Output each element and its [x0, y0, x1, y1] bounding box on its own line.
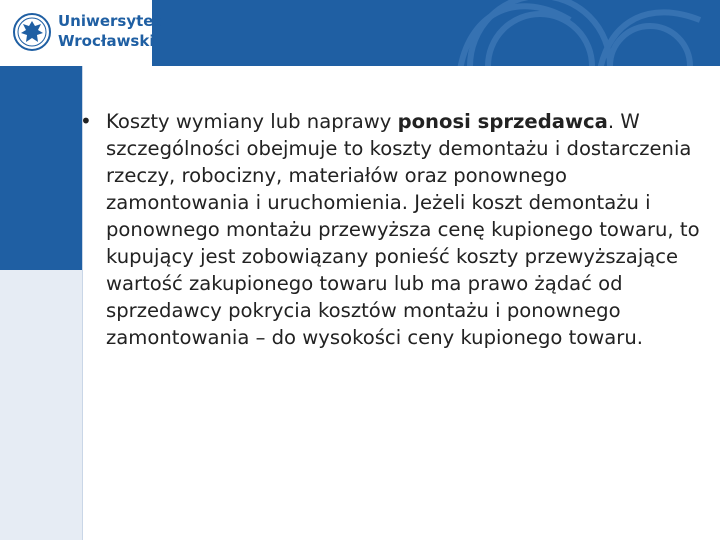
university-name	[58, 11, 161, 51]
bullet-text-emphasis: ponosi sprzedawca	[397, 110, 608, 133]
bullet-marker: •	[80, 109, 92, 133]
university-name-line2: Wrocławski	[58, 32, 155, 50]
eagle-crest-icon	[12, 12, 52, 52]
sidebar-strip-light	[0, 270, 82, 540]
header-decoration	[400, 0, 720, 66]
bullet-text-intro: Koszty wymiany lub naprawy	[106, 110, 398, 133]
university-name-line1: Uniwersytet	[58, 12, 161, 30]
bullet-text	[106, 108, 710, 351]
logo	[0, 0, 161, 66]
bullet-text-rest: . W szczególności obejmuje to koszty demontażu i dostarczenia rzeczy, robocizny, materiałów oraz ponownego zamontowania i uruchomienia. Jeżeli koszt demontażu i ponownego montażu przewyższa cenę kupionego towaru, to kupujący jest zobowiązany ponieść koszty przewyższające wartość zakupionego towaru lub ma prawo żądać od sprzedawcy pokrycia kosztów montażu i ponownego zamontowania – do wysokości ceny kupionego towaru.	[106, 110, 700, 349]
bullet-item	[80, 108, 710, 351]
sidebar-strip-dark	[0, 66, 82, 270]
slide-content	[80, 108, 710, 351]
